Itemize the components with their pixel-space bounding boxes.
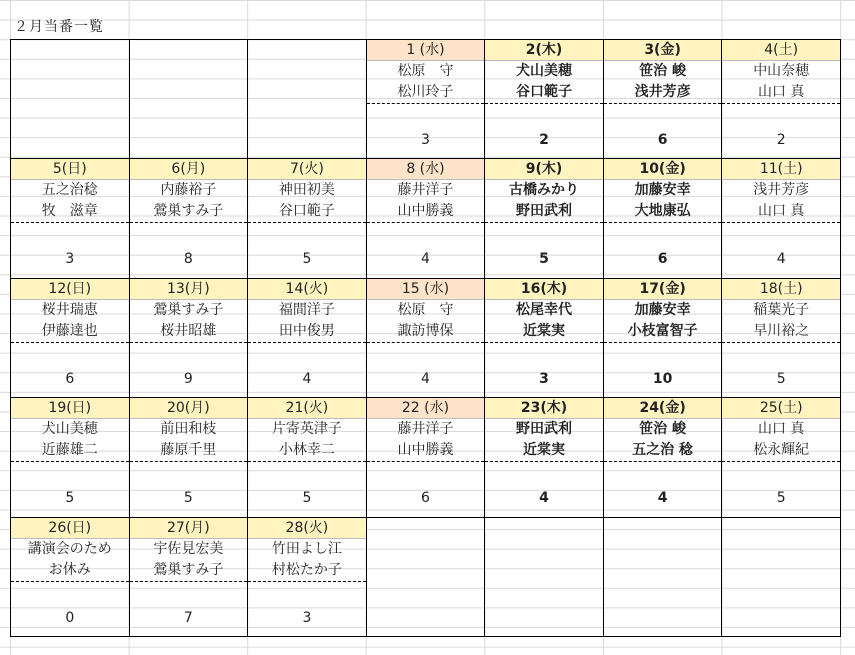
calendar-day-cell[interactable] — [485, 40, 604, 159]
blank-row — [722, 223, 840, 246]
duty-person-1: 笹治 峻 — [639, 63, 687, 79]
blank-row — [485, 462, 603, 485]
blank-row — [485, 343, 603, 366]
visitor-count: 3 — [421, 132, 430, 148]
blank-row — [604, 104, 722, 127]
calendar-day-cell[interactable] — [11, 398, 130, 517]
visitor-count: 4 — [421, 370, 430, 387]
duty-person-1: 鶯巣すみ子 — [153, 301, 224, 318]
day-date-header: 8 (水) — [367, 159, 485, 180]
calendar-week-row — [11, 40, 841, 159]
day-date-header: 7(火) — [248, 159, 366, 180]
day-date-header: 23(木) — [485, 398, 603, 419]
duty-person-1: 藤井洋子 — [397, 182, 454, 199]
duty-person-1: 宇佐見宏美 — [153, 540, 224, 557]
day-date-header: 28(火) — [248, 518, 366, 539]
visitor-count: 0 — [65, 609, 75, 626]
duty-person-1: 野田武利 — [516, 421, 573, 438]
day-date-header: 20(月) — [130, 398, 248, 419]
duty-person-1: 神田初美 — [278, 182, 335, 199]
calendar-day-cell[interactable] — [366, 159, 485, 278]
calendar-day-cell[interactable] — [722, 278, 841, 397]
calendar-day-cell[interactable] — [366, 278, 485, 397]
duty-person-2: 村松たか子 — [248, 560, 366, 582]
day-date-header: 13(月) — [130, 279, 248, 300]
day-date-header: 4(土) — [722, 40, 840, 61]
blank-row — [248, 343, 366, 366]
visitor-count: 5 — [302, 251, 312, 268]
duty-person-1: 犬山美穂 — [41, 421, 98, 438]
calendar-day-cell[interactable] — [129, 278, 248, 397]
visitor-count: 5 — [183, 490, 193, 507]
duty-person-1: 竹田よし江 — [271, 540, 342, 557]
visitor-count: 6 — [657, 251, 668, 268]
duty-person-1: 福間洋子 — [278, 301, 335, 318]
blank-row — [367, 223, 485, 246]
duty-person-1: 加藤安幸 — [634, 301, 691, 318]
duty-person-1: 藤井洋子 — [397, 421, 454, 438]
day-date-header: 14(火) — [248, 279, 366, 300]
calendar-day-cell[interactable] — [366, 517, 485, 636]
day-date-header: 16(木) — [485, 279, 603, 300]
day-date-header: 9(木) — [485, 159, 603, 180]
calendar-day-cell[interactable] — [366, 40, 485, 159]
day-date-header: 18(土) — [722, 279, 840, 300]
blank-row — [722, 343, 840, 366]
calendar-day-cell[interactable] — [248, 159, 367, 278]
day-date-header: 21(火) — [248, 398, 366, 419]
visitor-count: 4 — [302, 370, 312, 387]
day-date-header: 11(土) — [722, 159, 840, 180]
duty-person-1: 前田和枝 — [160, 421, 217, 438]
blank-row — [367, 462, 485, 485]
duty-person-2: 松永輝紀 — [722, 440, 840, 462]
visitor-count: 6 — [421, 490, 430, 507]
blank-row — [130, 582, 248, 605]
blank-row — [11, 462, 129, 485]
calendar-day-cell[interactable] — [11, 40, 130, 159]
blank-row — [11, 582, 129, 605]
calendar-day-cell[interactable] — [603, 517, 722, 636]
duty-person-2: 早川裕之 — [722, 321, 840, 343]
blank-row — [130, 343, 248, 366]
visitor-count: 3 — [302, 609, 312, 626]
day-date-header: 25(土) — [722, 398, 840, 419]
calendar-day-cell[interactable] — [366, 398, 485, 517]
calendar-week-row — [11, 517, 841, 636]
calendar-day-cell[interactable] — [485, 517, 604, 636]
day-date-header: 24(金) — [604, 398, 722, 419]
day-date-header: 22 (水) — [367, 398, 485, 419]
duty-person-2: 牧 滋章 — [11, 201, 129, 223]
duty-person-1: 加藤安幸 — [634, 182, 691, 199]
duty-person-1: 笹治 峻 — [639, 421, 687, 438]
blank-row — [11, 343, 129, 366]
calendar-day-cell[interactable] — [603, 398, 722, 517]
duty-person-1: 松原 守 — [397, 301, 454, 318]
duty-person-2: 藤原千里 — [130, 440, 248, 462]
day-date-header: 3(金) — [604, 40, 722, 61]
visitor-count: 4 — [421, 251, 430, 268]
calendar-day-cell[interactable] — [248, 517, 367, 636]
duty-person-2: 小林幸二 — [248, 440, 366, 462]
duty-person-2: 山口 真 — [722, 201, 840, 223]
visitor-count: 4 — [776, 251, 786, 268]
duty-person-2: 五之治 稔 — [604, 440, 722, 462]
visitor-count: 2 — [776, 132, 786, 148]
blank-row — [11, 223, 129, 246]
calendar-week-row — [11, 159, 841, 278]
duty-person-2: 鶯巣すみ子 — [130, 201, 248, 223]
visitor-count: 5 — [776, 490, 786, 507]
calendar-day-cell[interactable] — [11, 517, 130, 636]
visitor-count: 6 — [65, 370, 75, 387]
duty-person-1: 中山奈穂 — [753, 63, 810, 79]
calendar-day-cell[interactable] — [603, 40, 722, 159]
duty-person-1: 松原 守 — [397, 63, 454, 79]
duty-person-1: 山口 真 — [757, 421, 805, 438]
day-date-header: 1 (水) — [367, 40, 485, 61]
calendar-day-cell[interactable] — [129, 40, 248, 159]
calendar-day-cell[interactable] — [485, 159, 604, 278]
blank-row — [604, 223, 722, 246]
blank-row — [367, 343, 485, 366]
calendar-day-cell[interactable] — [722, 517, 841, 636]
blank-row — [604, 343, 722, 366]
duty-person-2: 近棠実 — [485, 440, 603, 462]
calendar-day-cell[interactable] — [11, 159, 130, 278]
calendar-day-cell[interactable] — [485, 398, 604, 517]
visitor-count: 3 — [65, 251, 75, 268]
blank-row — [485, 223, 603, 246]
duty-person-1: 稲葉光子 — [753, 301, 810, 318]
calendar-day-cell[interactable] — [248, 398, 367, 517]
page-title: ２月当番一覧 — [14, 19, 104, 35]
calendar-day-cell[interactable] — [11, 278, 130, 397]
duty-person-2: 野田武利 — [485, 201, 603, 223]
blank-row — [485, 104, 603, 127]
blank-row — [130, 462, 248, 485]
calendar-day-cell[interactable] — [129, 159, 248, 278]
blank-row — [722, 104, 840, 127]
duty-person-2: 田中俊男 — [248, 321, 366, 343]
day-date-header: 19(日) — [11, 398, 129, 419]
duty-person-2: 大地康弘 — [604, 201, 722, 223]
duty-person-1: 松尾幸代 — [516, 301, 573, 318]
day-date-header: 5(日) — [11, 159, 129, 180]
duty-person-1: 講演会のため — [27, 540, 112, 557]
duty-person-2: 近藤雄二 — [11, 440, 129, 462]
duty-person-2: 山口 真 — [722, 82, 840, 104]
duty-person-2: 松川玲子 — [367, 82, 485, 104]
visitor-count: 4 — [657, 490, 668, 507]
duty-person-2: 桜井昭雄 — [130, 321, 248, 343]
visitor-count: 5 — [302, 490, 312, 507]
duty-person-1: 浅井芳彦 — [753, 182, 810, 199]
calendar-day-cell[interactable] — [722, 398, 841, 517]
visitor-count: 7 — [183, 609, 193, 626]
blank-row — [604, 462, 722, 485]
duty-person-2: 山中勝義 — [367, 201, 485, 223]
duty-person-2: 浅井芳彦 — [604, 82, 722, 104]
day-date-header: 2(木) — [485, 40, 603, 61]
day-date-header: 12(日) — [11, 279, 129, 300]
duty-person-2: 山中勝義 — [367, 440, 485, 462]
calendar-week-row — [11, 278, 841, 397]
day-date-header: 17(金) — [604, 279, 722, 300]
calendar-day-cell[interactable] — [722, 40, 841, 159]
duty-person-2: 谷口範子 — [248, 201, 366, 223]
blank-row — [367, 104, 485, 127]
visitor-count: 3 — [539, 370, 549, 387]
visitor-count: 2 — [539, 132, 549, 148]
blank-row — [248, 223, 366, 246]
duty-person-2: 小枝富智子 — [604, 321, 722, 343]
calendar-day-cell[interactable] — [603, 159, 722, 278]
duty-person-2: 鶯巣すみ子 — [130, 560, 248, 582]
duty-person-2: 谷口範子 — [485, 82, 603, 104]
calendar-day-cell[interactable] — [485, 278, 604, 397]
duty-person-1: 桜井瑞恵 — [41, 301, 98, 318]
blank-row — [722, 462, 840, 485]
visitor-count: 5 — [776, 370, 786, 387]
calendar-day-cell[interactable] — [248, 278, 367, 397]
calendar-week-row — [11, 398, 841, 517]
day-date-header: 27(月) — [130, 518, 248, 539]
calendar-day-cell[interactable] — [129, 517, 248, 636]
day-date-header: 6(月) — [130, 159, 248, 180]
duty-person-1: 犬山美穂 — [516, 63, 573, 79]
day-date-header: 26(日) — [11, 518, 129, 539]
duty-person-1: 五之治稔 — [41, 182, 98, 199]
visitor-count: 5 — [65, 490, 75, 507]
visitor-count: 10 — [652, 370, 673, 387]
blank-row — [130, 223, 248, 246]
calendar-day-cell[interactable] — [248, 40, 367, 159]
duty-person-2: 伊藤達也 — [11, 321, 129, 343]
visitor-count: 8 — [183, 251, 193, 268]
calendar-day-cell[interactable] — [722, 159, 841, 278]
calendar-day-cell[interactable] — [129, 398, 248, 517]
duty-person-2: お休み — [11, 560, 129, 582]
duty-person-2: 近棠実 — [485, 321, 603, 343]
day-date-header: 10(金) — [604, 159, 722, 180]
calendar-day-cell[interactable] — [603, 278, 722, 397]
blank-row — [248, 582, 366, 605]
visitor-count: 5 — [539, 251, 549, 268]
duty-calendar — [10, 39, 841, 637]
duty-person-1: 古橋みかり — [509, 182, 580, 199]
duty-person-1: 片寄英津子 — [271, 421, 342, 438]
duty-person-2: 諏訪博保 — [367, 321, 485, 343]
visitor-count: 4 — [539, 490, 549, 507]
day-date-header: 15 (水) — [367, 279, 485, 300]
blank-row — [248, 462, 366, 485]
duty-person-1: 内藤裕子 — [160, 182, 217, 199]
visitor-count: 6 — [657, 132, 668, 148]
visitor-count: 9 — [183, 370, 193, 387]
